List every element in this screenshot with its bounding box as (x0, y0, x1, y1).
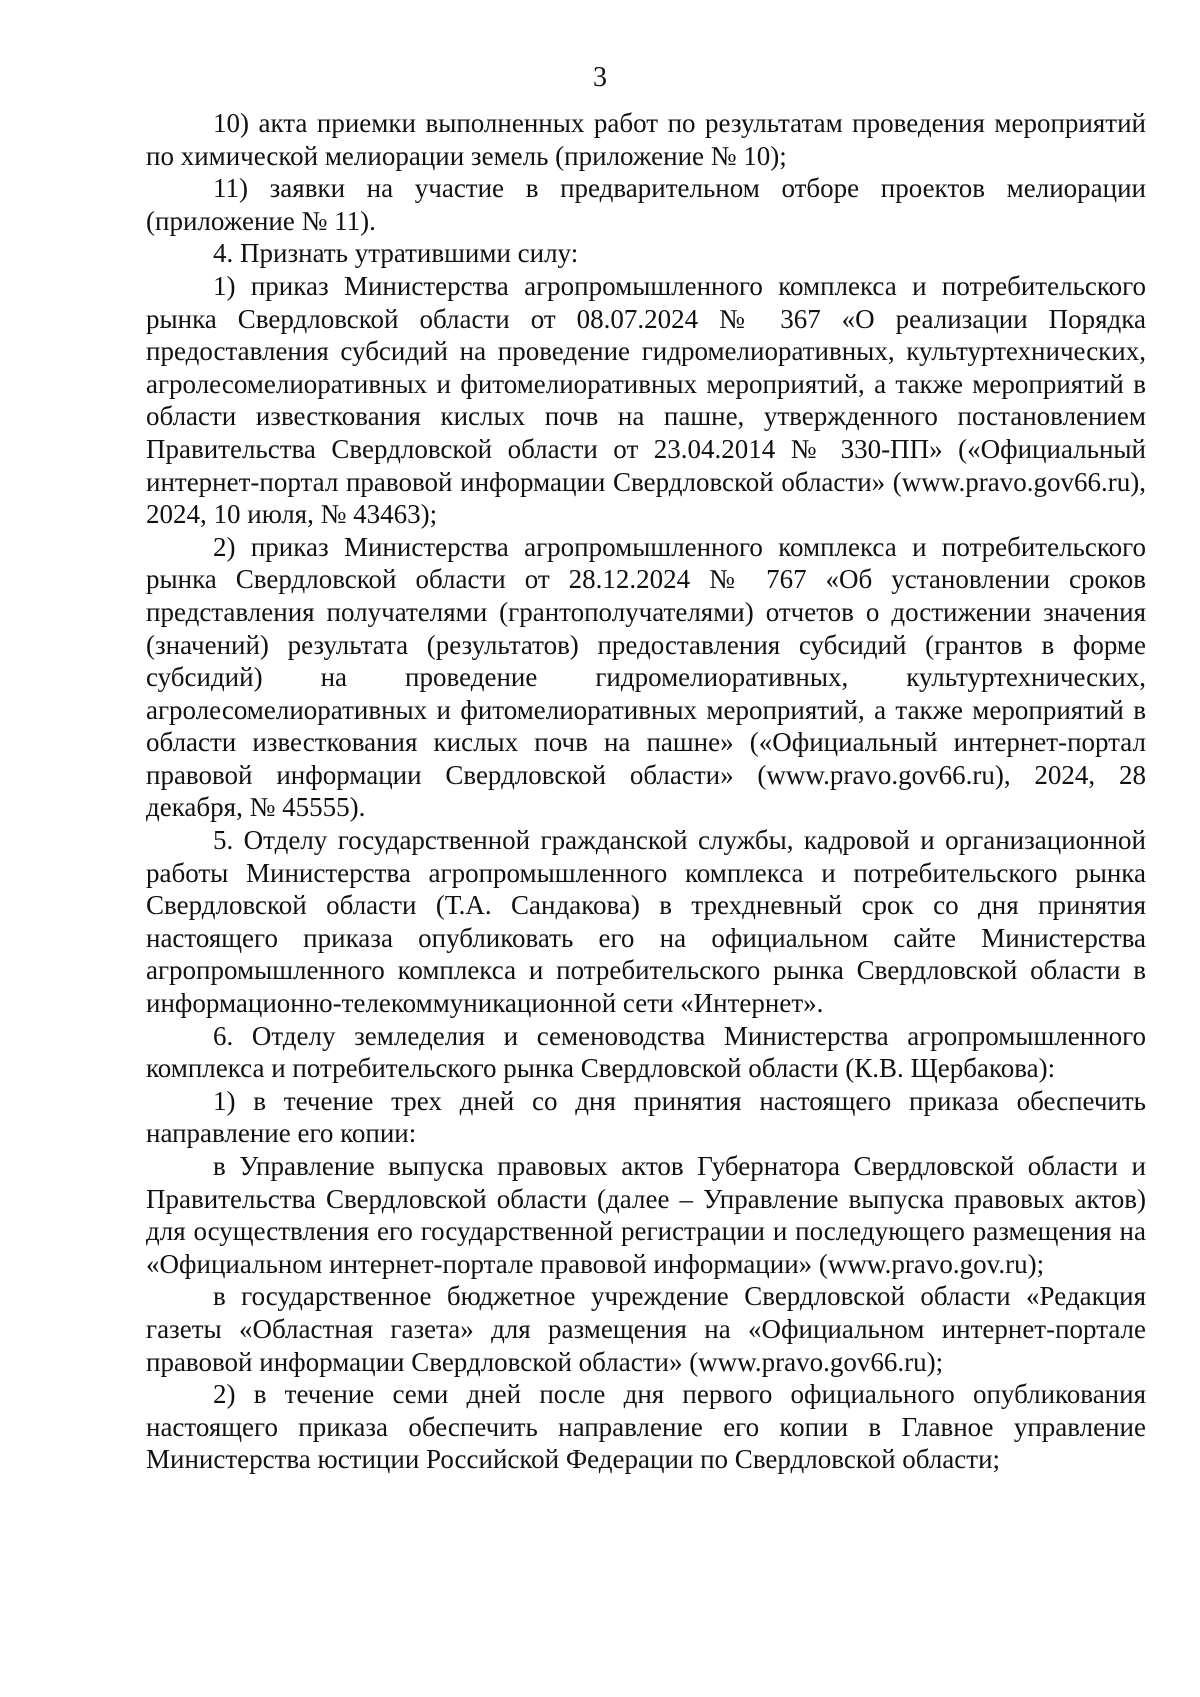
paragraph-section-4-item-1: 1) приказ Министерства агропромышленного комплекса и потребительского рынка Свердловской области от 08.07.2024 № 367 «О реализации Порядка предоставления субсидий на проведение гидромелиоративных, культуртехнических, агролесомелиоративных и фитомелиоративных мероприятий, а также мероприятий в области известкования кислых почв на пашне, утвержденного постановлением Правительства Свердловской области от 23.04.2014 № 330-ПП» («Официальный интернет-портал правовой информации Свердловской области» (www.pravo.gov66.ru), 2024, 10 июля, № 43463); (146, 270, 1146, 530)
paragraph-section-6-item-2: 2) в течение семи дней после дня первого официального опубликования настоящего приказа обеспечить направление его копии в Главное управление Министерства юстиции Российской Федерации по Свердловской области; (146, 1379, 1146, 1475)
paragraph-recipient-legal-acts-office: в Управление выпуска правовых актов Губернатора Свердловской области и Правительства Свердловской области (далее – Управление выпуска правовых актов) для осуществления его государственной регистрации и последующего размещения на «Официальном интернет-портале правовой информации» (www.pravo.gov.ru); (146, 1151, 1146, 1279)
paragraph-item-11-application: 11) заявки на участие в предварительном отборе проектов мелиорации (приложение № 11). (146, 173, 1146, 236)
paragraph-section-5: 5. Отделу государственной гражданской службы, кадровой и организационной работы Министерства агропромышленного комплекса и потребительского рынка Свердловской области (Т.А. Сандакова) в трехдневный срок со дня принятия настоящего приказа опубликовать его на официальном сайте Министерства агропромышленного комплекса и потребительского рынка Свердловской области в информационно-телекоммуникационной сети «Интернет». (146, 825, 1146, 1019)
document-body (146, 107, 1146, 1476)
paragraph-section-4-item-2: 2) приказ Министерства агропромышленного комплекса и потребительского рынка Свердловской области от 28.12.2024 № 767 «Об установлении сроков представления получателями (грантополучателями) отчетов о достижении значения (значений) результата (результатов) предоставления субсидий (грантов в форме субсидий) на проведение гидромелиоративных, культуртехнических, агролесомелиоративных и фитомелиоративных мероприятий, а также мероприятий в области известкования кислых почв на пашне» («Официальный интернет-портал правовой информации Свердловской области» (www.pravo.gov66.ru), 2024, 28 декабря, № 45555). (146, 531, 1146, 823)
paragraph-item-10-act: 10) акта приемки выполненных работ по результатам проведения мероприятий по химической мелиорации земель (приложение № 10); (146, 108, 1146, 171)
page-number: 3 (593, 62, 607, 93)
paragraph-section-4: 4. Признать утратившими силу: (213, 238, 579, 269)
paragraph-recipient-oblastnaya-gazeta: в государственное бюджетное учреждение Свердловской области «Редакция газеты «Областная газета» для размещения на «Официальном интернет-портале правовой информации Свердловской области» (www.pravo.gov66.ru); (146, 1281, 1146, 1377)
paragraph-section-6-item-1: 1) в течение трех дней со дня принятия настоящего приказа обеспечить направление его копии: (146, 1085, 1146, 1149)
paragraph-section-6: 6. Отделу земледелия и семеноводства Министерства агропромышленного комплекса и потребительского рынка Свердловской области (К.В. Щербакова): (146, 1020, 1146, 1084)
